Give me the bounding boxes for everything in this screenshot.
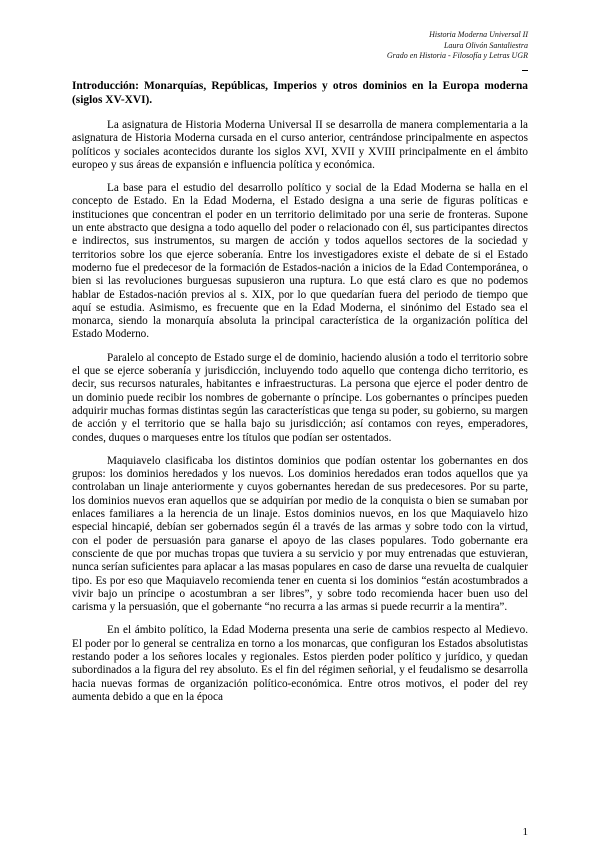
paragraph-1: La asignatura de Historia Moderna Universal II se desarrolla de manera complementaria a la asignatura de Historia Moderna cursada en el curso anterior, centrándose principalmente en aspectos políticos y sociales acontecidos durante los siglos XVI, XVII y XVIII principalmente en el ámbito europeo y sus áreas de expansión e influencia política y económica.: [72, 119, 528, 171]
paragraph-5: En el ámbito político, la Edad Moderna presenta una serie de cambios respecto al Medievo. El poder por lo general se centraliza en torno a los monarcas, que configuran los Estados absolutistas restando poder a los señores locales y regionales. Estos pierden poder político y jurídico, y quedan subordinados a la figura del rey absoluto. Es el fin del régimen señorial, y el feudalismo se desarrolla hacia nuevas formas de organización político-económica. Entre otros motivos, el poder del rey aumenta debido a que en la época: [72, 624, 528, 703]
document-body: [72, 80, 528, 714]
page-number: 1: [522, 826, 528, 838]
header-rule: [522, 70, 528, 71]
header-program: Grado en Historia - Filosofía y Letras UGR: [386, 51, 528, 60]
header-author: Laura Olivón Santaliestra: [443, 40, 528, 50]
header-course: Historia Moderna Universal II: [429, 30, 528, 39]
paragraph-2: La base para el estudio del desarrollo político y social de la Edad Moderna se halla en el concepto de Estado. En la Edad Moderna, el Estado designa a una serie de figuras políticas e instituciones que concentran el poder en un territorio delimitado por una serie de fronteras. Supone un ente abstracto que designa a todo aquello del poder o relacionado con él, sus participantes directos e indirectos, sus instrumentos, su margen de acción y todos aquellos sectores de la sociedad y territorios sobre los que ejerce soberanía. Entre los investigadores existe el debate de si el Estado moderno fue el predecesor de la formación de Estados-nación a inicios de la Edad Contemporánea, o bien si las revoluciones burguesas supusieron una ruptura. Lo que está claro es que no podemos hablar de Estados-nación previos al s. XIX, por lo que quedarían fuera del periodo de tiempo que aquí se estudia. Asimismo, es frecuente que en la Edad Moderna, el sinónimo del Estado sea el monarca, siendo la monarquía absoluta la principal característica de la organización política del Estado Moderno.: [72, 182, 528, 341]
paragraph-4: Maquiavelo clasificaba los distintos dominios que podían ostentar los gobernantes en dos grupos: los dominios heredados y los nuevos. Los dominios heredados eran todos aquellos que ya controlaban un linaje anteriormente y cuyos gobernantes heredan de sus predecesores. Por su parte, los dominios nuevos eran aquellos que se adquirían por medio de la conquista o bien se sumaban por enlaces familiares a la herencia de un linaje. Estos dominios nuevos, en los que Maquiavelo hizo especial hincapié, debían ser gobernados según él a través de las armas y sobre todo con la virtud, con el poder de persuasión para ganarse el apoyo de las clases populares. Todo gobernante era consciente de que por muchas tropas que tuviera a su servicio y por muy entrenadas que estuvieran, nunca serían suficientes para aplacar a las masas populares en caso de darse una revuelta de cualquier tipo. Es por eso que Maquiavelo recomienda tener en cuenta si los dominios “están acostumbrados a vivir bajo un príncipe o acostumbran a ser libres”, y sobre todo recomienda hacer buen uso del carisma y la persuasión, que el gobernante “no recurra a las armas si puede recurrir a la mentira”.: [72, 454, 528, 614]
paragraph-3: Paralelo al concepto de Estado surge el de dominio, haciendo alusión a todo el territorio sobre el que se ejerce soberanía y jurisdicción, incluyendo todo aquello que contenga dicho territorio, es decir, sus recursos naturales, habitantes e infraestructuras. La persona que ejerce el poder dentro de un dominio puede recibir los nombres de gobernante o príncipe. Los gobernantes o príncipes pueden adquirir muchas formas distintas según las características que tenga su poder, su gobierno, su margen de acción y el territorio que se halla bajo su jurisdicción; así contamos con reyes, emperadores, condes, duques o marqueses entre los títulos que podían ser ostentados.: [72, 351, 528, 444]
document-title: Introducción: Monarquías, Repúblicas, Imperios y otros dominios en la Europa moderna (siglos XV-XVI).: [72, 80, 528, 106]
page-header: [387, 30, 528, 62]
